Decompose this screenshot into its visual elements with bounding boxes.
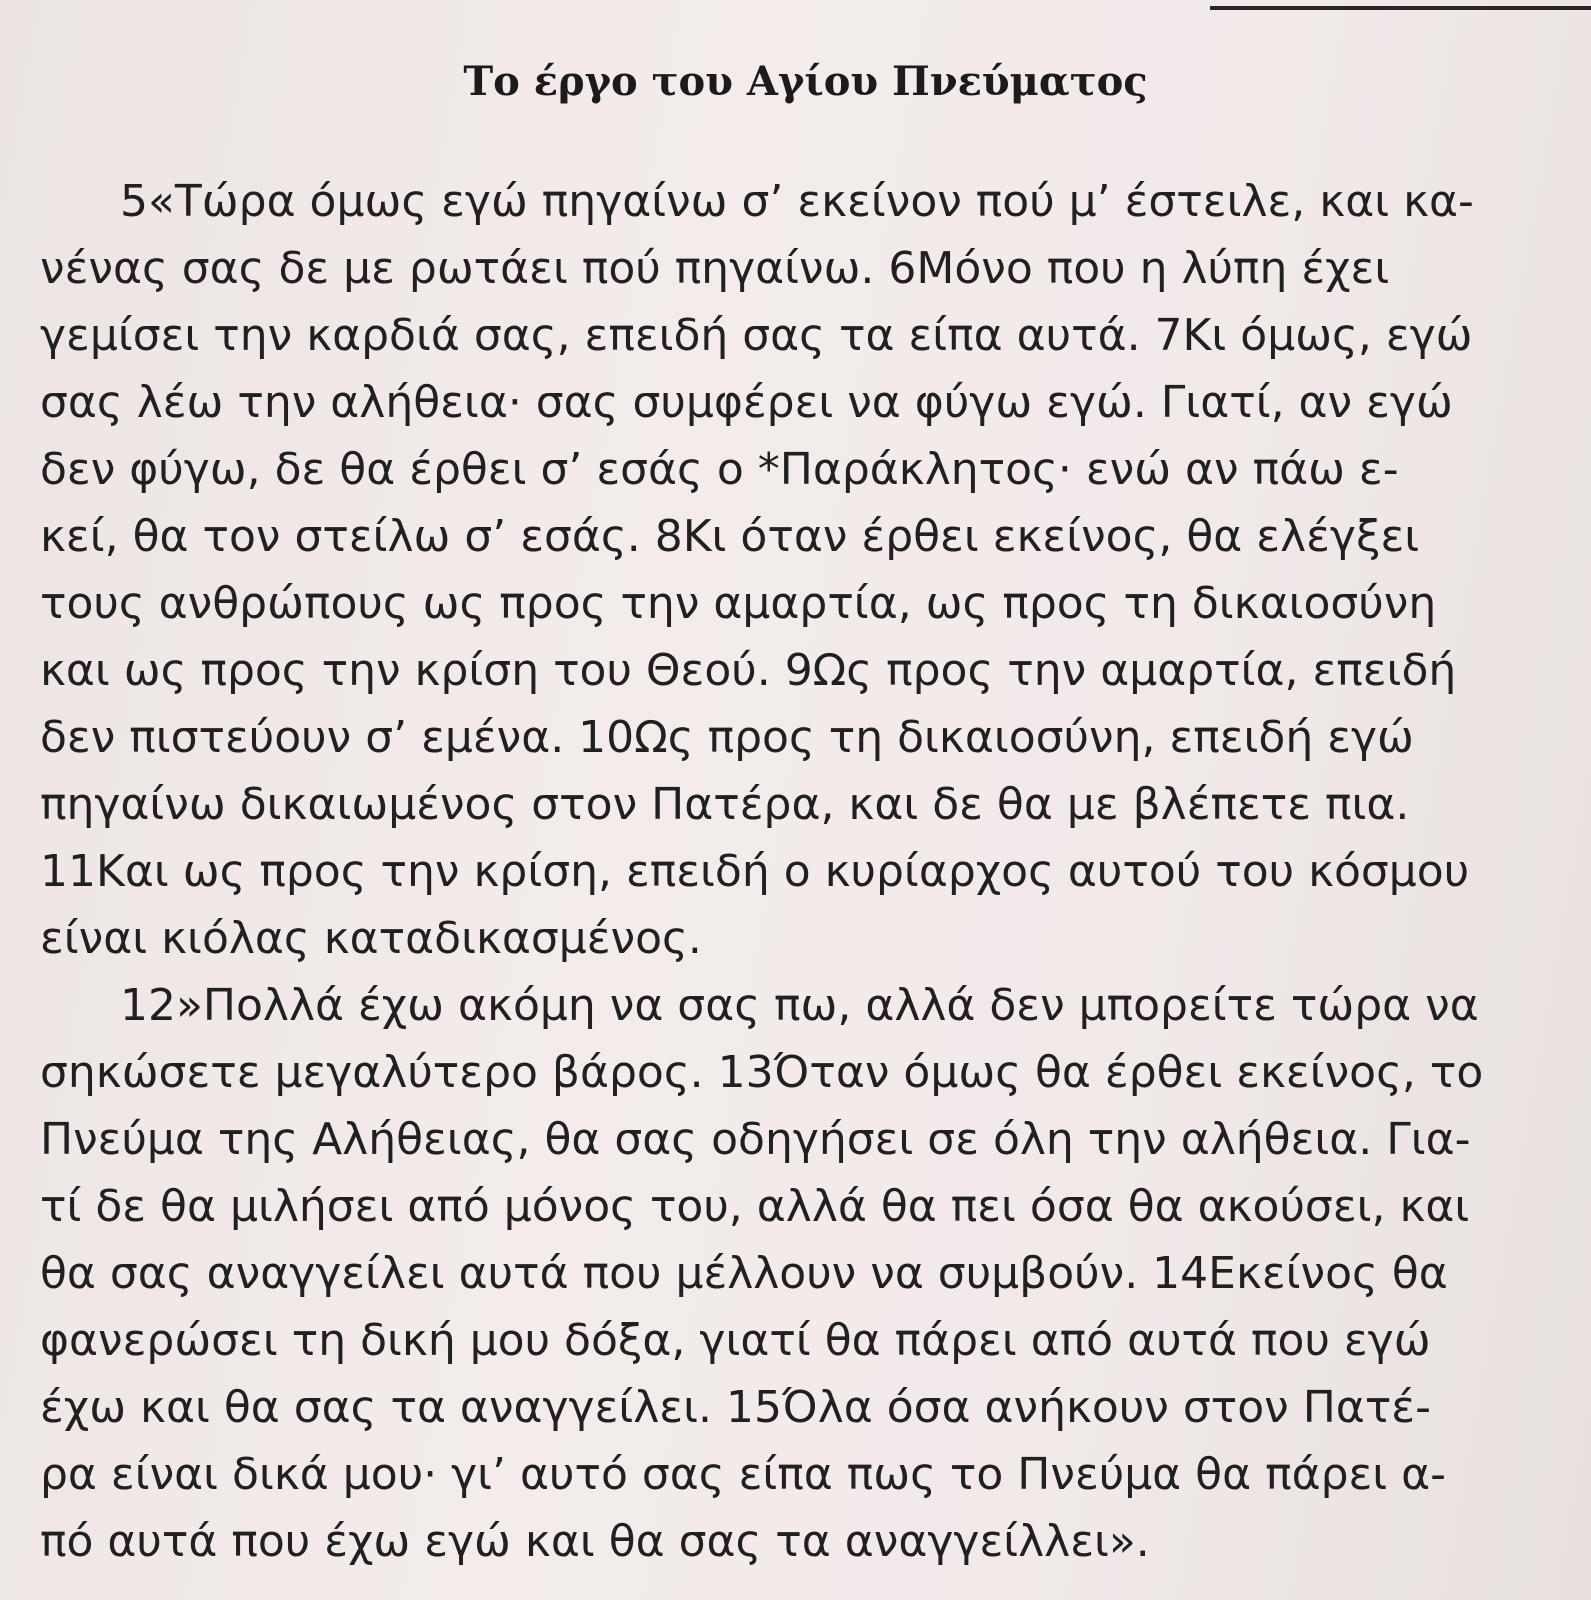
text-line: και ως προς την κρίση του Θεού. 9Ως προς την αμαρτία, επειδή	[40, 645, 1457, 696]
text-line: 11Και ως προς την κρίση, επειδή ο κυρίαρχος αυτού του κόσμου	[40, 846, 1470, 897]
text-line: πηγαίνω δικαιωμένος στον Πατέρα, και δε θα με βλέπετε πια.	[40, 779, 1410, 830]
text-line: είναι κιόλας καταδικασμένος.	[40, 913, 702, 964]
text-line: δεν φύγω, δε θα έρθει σ’ εσάς ο *Παράκλητος· ενώ αν πάω ε-	[40, 444, 1399, 495]
scripture-text	[40, 168, 1560, 1575]
text-line: γεμίσει την καρδιά σας, επειδή σας τα είπα αυτά. 7Κι όμως, εγώ	[40, 310, 1473, 361]
text-line: έχω και θα σας τα αναγγείλει. 15Όλα όσα ανήκουν στον Πατέ-	[40, 1382, 1431, 1433]
text-line: Πνεύμα της Αλήθειας, θα σας οδηγήσει σε όλη την αλήθεια. Για-	[40, 1114, 1471, 1165]
top-rule	[1210, 6, 1591, 10]
section-heading: Το έργο του Αγίου Πνεύματος	[463, 58, 1148, 105]
text-line: τους ανθρώπους ως προς την αμαρτία, ως προς τη δικαιοσύνη	[40, 578, 1437, 629]
text-line: 12»Πολλά έχω ακόμη να σας πω, αλλά δεν μπορείτε τώρα να	[120, 980, 1479, 1031]
text-line: πό αυτά που έχω εγώ και θα σας τα αναγγείλλει».	[40, 1516, 1150, 1567]
text-line: κεί, θα τον στείλω σ’ εσάς. 8Κι όταν έρθει εκείνος, θα ελέγξει	[40, 511, 1420, 562]
text-line: 5«Τώρα όμως εγώ πηγαίνω σ’ εκείνον πού μ’ έστειλε, και κα-	[120, 176, 1474, 227]
text-line: φανερώσει τη δική μου δόξα, γιατί θα πάρει από αυτά που εγώ	[40, 1315, 1431, 1366]
text-line: νένας σας δε με ρωτάει πού πηγαίνω. 6Μόνο που η λύπη έχει	[40, 243, 1390, 294]
text-line: ρα είναι δικά μου· γι’ αυτό σας είπα πως το Πνεύμα θα πάρει α-	[40, 1449, 1447, 1500]
text-line: θα σας αναγγείλει αυτά που μέλλουν να συμβούν. 14Εκείνος θα	[40, 1248, 1448, 1299]
text-line: τί δε θα μιλήσει από μόνος του, αλλά θα πει όσα θα ακούσει, και	[40, 1181, 1470, 1232]
text-line: δεν πιστεύουν σ’ εμένα. 10Ως προς τη δικαιοσύνη, επειδή εγώ	[40, 712, 1414, 763]
text-line: σηκώσετε μεγαλύτερο βάρος. 13Όταν όμως θα έρθει εκείνος, το	[40, 1047, 1484, 1098]
text-line: σας λέω την αλήθεια· σας συμφέρει να φύγω εγώ. Γιατί, αν εγώ	[40, 377, 1453, 428]
